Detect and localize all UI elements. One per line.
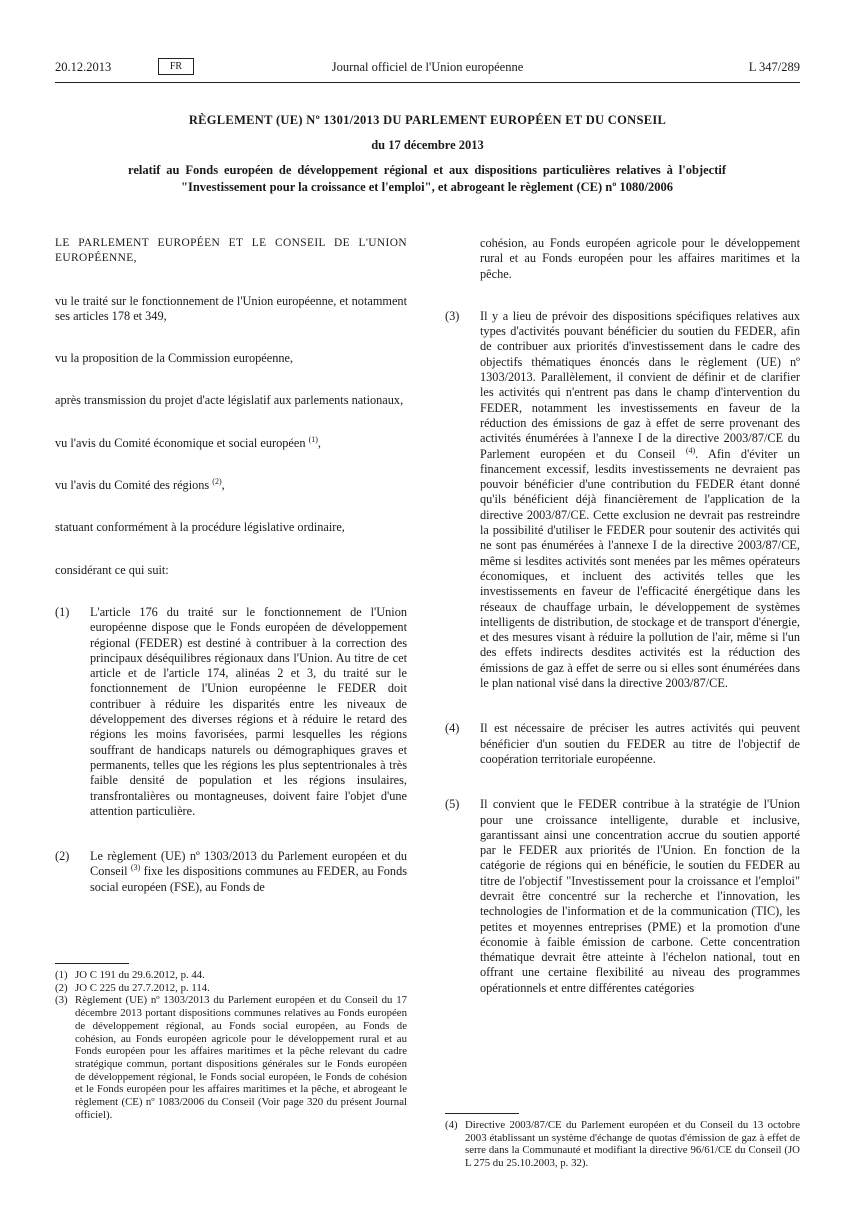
- left-column: [55, 236, 407, 925]
- recital: [445, 797, 800, 996]
- recital: (2) Le règlement (UE) nº 1303/2013 du Parlement européen et du Conseil $^{(3)}$ fixe les dispositions communes au FEDER, au Fonds social européen (FSE), au Fonds de: [55, 849, 408, 894]
- recital-number: (4): [445, 721, 460, 736]
- regulation-subject: relatif au Fonds européen de développement régional et aux dispositions particulières relatives à l'objectif "Investissement pour la croissance et l'emploi", et abrogeant le règlement (CE) nº 1080/2006: [128, 163, 726, 194]
- recital-number: (2): [55, 849, 70, 864]
- recital: (3) Il y a lieu de prévoir des dispositions spécifiques relatives aux types d'activités pouvant bénéficier du soutien du FEDER, afin de contribuer aux priorités d'investissement dans le cadre des objectifs thématiques énoncés dans le règlement (UE) nº 1303/2013. Parallèlement, il convient de définir et de clarifier les activités qui n'entrent pas dans le champ d'intervention du FEDER, notamment les investissements en faveur de la réduction des émissions de gaz à effet de serre provenant des activités énumérées à l'annexe I de la directive 2003/87/CE du Parlement européen et du Conseil $^{(4)}$. Afin d'éviter un financement excessif, lesdits investissements ne devraient pas pouvoir bénéficier d'une contribution du FEDER étant donné qu'ils bénéficient déjà financièrement de l'application de la directive 2003/87/CE. Cette exclusion ne devrait pas restreindre la possibilité d'utiliser le FEDER pour soutenir des activités qui ne sont pas énumérées à l'annexe I de la directive 2003/87/CE, même si lesdites activités sont menées par les mêmes opérateurs économiques, et incluent des activités telles que les investissements en faveur de l'efficacité énergétique dans les réseaux de chauffage urbain, le développement de systèmes intelligents de distribution, de stockage et de transport d'énergie, et des mesures visant à réduire la pollution de l'air, même si l'un des effets indirects desdites activités est la réduction des émissions de gaz à effet de serre ou si elles sont énumérées dans le plan national visé dans la directive 2003/87/CE.: [445, 308, 801, 691]
- footnotes-left: [55, 969, 407, 1121]
- footnote: (1) JO C 191 du 29.6.2012, p. 44.: [55, 969, 205, 981]
- footnote: (2) JO C 225 du 27.7.2012, p. 114.: [55, 981, 210, 994]
- footnote-ref: (1): [308, 434, 318, 444]
- recital-text: Il est nécessaire de préciser les autres activités qui peuvent bénéficier d'un soutien du FEDER au titre de l'objectif de coopération territoriale européenne.: [480, 721, 800, 766]
- considering-clause: considérant ce qui suit:: [55, 562, 169, 577]
- recital: [55, 605, 407, 819]
- publication-date: 20.12.2013: [55, 60, 112, 74]
- footnote-rule: [445, 1113, 519, 1114]
- citation-procedure: statuant conformément à la procédure législative ordinaire,: [55, 520, 345, 535]
- page-reference: L 347/289: [748, 60, 800, 74]
- right-column: [445, 236, 800, 1026]
- regulation-title: RÈGLEMENT (UE) Nº 1301/2013 DU PARLEMENT EUROPÉEN ET DU CONSEIL: [188, 113, 667, 127]
- recital-number: (5): [445, 797, 460, 812]
- footnote-ref: (3): [130, 863, 141, 873]
- footnote: (4) Directive 2003/87/CE du Parlement européen et du Conseil du 13 octobre 2003 établissant un système d'échange de quotas d'émission de gaz à effet de serre dans la Communauté et modifiant la directive 96/61/CE du Conseil (JO L 275 du 25.10.2003, p. 32).: [445, 1119, 800, 1170]
- recital-text: L'article 176 du traité sur le fonctionnement de l'Union européenne dispose que le Fonds européen de développement régional (FEDER) est destiné à contribuer à la correction des principaux déséquilibres régionaux dans l'Union. Au titre de cet article et de l'article 174, alinéas 2 et 3, du traité sur le fonctionnement de l'Union européenne le FEDER doit contribuer à réduire les disparités entre les niveaux de développement des diverses régions et à réduire le retard des régions les moins favorisées, parmi lesquelles les régions souffrant de handicaps naturels ou démographiques graves et permanents, telles que les régions les plus septentrionales à très faible densité de population et les régions insulaires, transfrontalières ou montagneuses, doivent faire l'objet d'une attention particulière.: [90, 604, 407, 818]
- footnote-ref: (2): [212, 476, 222, 486]
- citation-proposal: vu la proposition de la Commission européenne,: [55, 351, 294, 366]
- recital-number: (1): [55, 604, 70, 619]
- recital-text: Il convient que le FEDER contribue à la stratégie de l'Union pour une croissance intelligente, durable et inclusive, garantissant ainsi une concentration accrue du soutien apporté par le FEDER aux priorités de l'Union. En fonction de la catégorie de régions qui en bénéficie, le soutien du FEDER au titre de l'objectif "Investissement pour la croissance et l'emploi" devrait être concentré sur la recherche et l'innovation, les technologies de l'information et de la communication (TIC), les petites et moyennes entreprises (PME) et la promotion d'une économie à faible émission de carbone. Cette concentration thématique devrait être atteinte à l'échelon national, tout en offrant une certaine flexibilité au niveau des programmes opérationnels et entre différentes catégories: [480, 797, 800, 995]
- header-rule: [55, 82, 800, 83]
- page-header: [55, 60, 800, 76]
- recital-number: (3): [445, 308, 460, 323]
- citation-national-parliaments: après transmission du projet d'acte législatif aux parlements nationaux,: [55, 393, 404, 408]
- citation-treaty: vu le traité sur le fonctionnement de l'Union européenne, et notamment ses articles 178 et 349,: [55, 293, 407, 323]
- citation-cor-opinion: vu l'avis du Comité des régions $^{(2)}$,: [55, 476, 225, 493]
- citation-esc-opinion: vu l'avis du Comité économique et social européen $^{(1)}$,: [55, 434, 321, 450]
- footnote-rule: [55, 963, 129, 964]
- language-code-box: FR: [158, 58, 194, 75]
- recital: [445, 721, 800, 767]
- regulation-date: du 17 décembre 2013: [371, 138, 484, 152]
- journal-name: Journal officiel de l'Union européenne: [331, 60, 524, 74]
- footnote: (3) Règlement (UE) nº 1303/2013 du Parlement européen et du Conseil du 17 décembre 2013 portant dispositions communes relatives au Fonds européen de développement régional, au Fonds social européen, au Fonds de cohésion, au Fonds européen agricole pour le développement rural et au Fonds européen pour les affaires maritimes et la pêche relevant du cadre stratégique commun, portant dispositions générales sur le Fonds européen de développement régional, le Fonds social européen, le Fonds de cohésion et le Fonds européen pour les affaires maritimes et la pêche, et abrogeant le règlement (CE) nº 1083/2006 du Conseil (Voir page 320 du présent Journal officiel).: [55, 994, 407, 1121]
- footnotes-right: [445, 1119, 800, 1170]
- recital-continuation: cohésion, au Fonds européen agricole pour le développement rural et au Fonds européen pour les affaires maritimes et la pêche.: [480, 236, 800, 281]
- footnote-ref: (4): [685, 445, 696, 455]
- enacting-parties: LE PARLEMENT EUROPÉEN ET LE CONSEIL DE L'UNION EUROPÉENNE,: [55, 237, 407, 265]
